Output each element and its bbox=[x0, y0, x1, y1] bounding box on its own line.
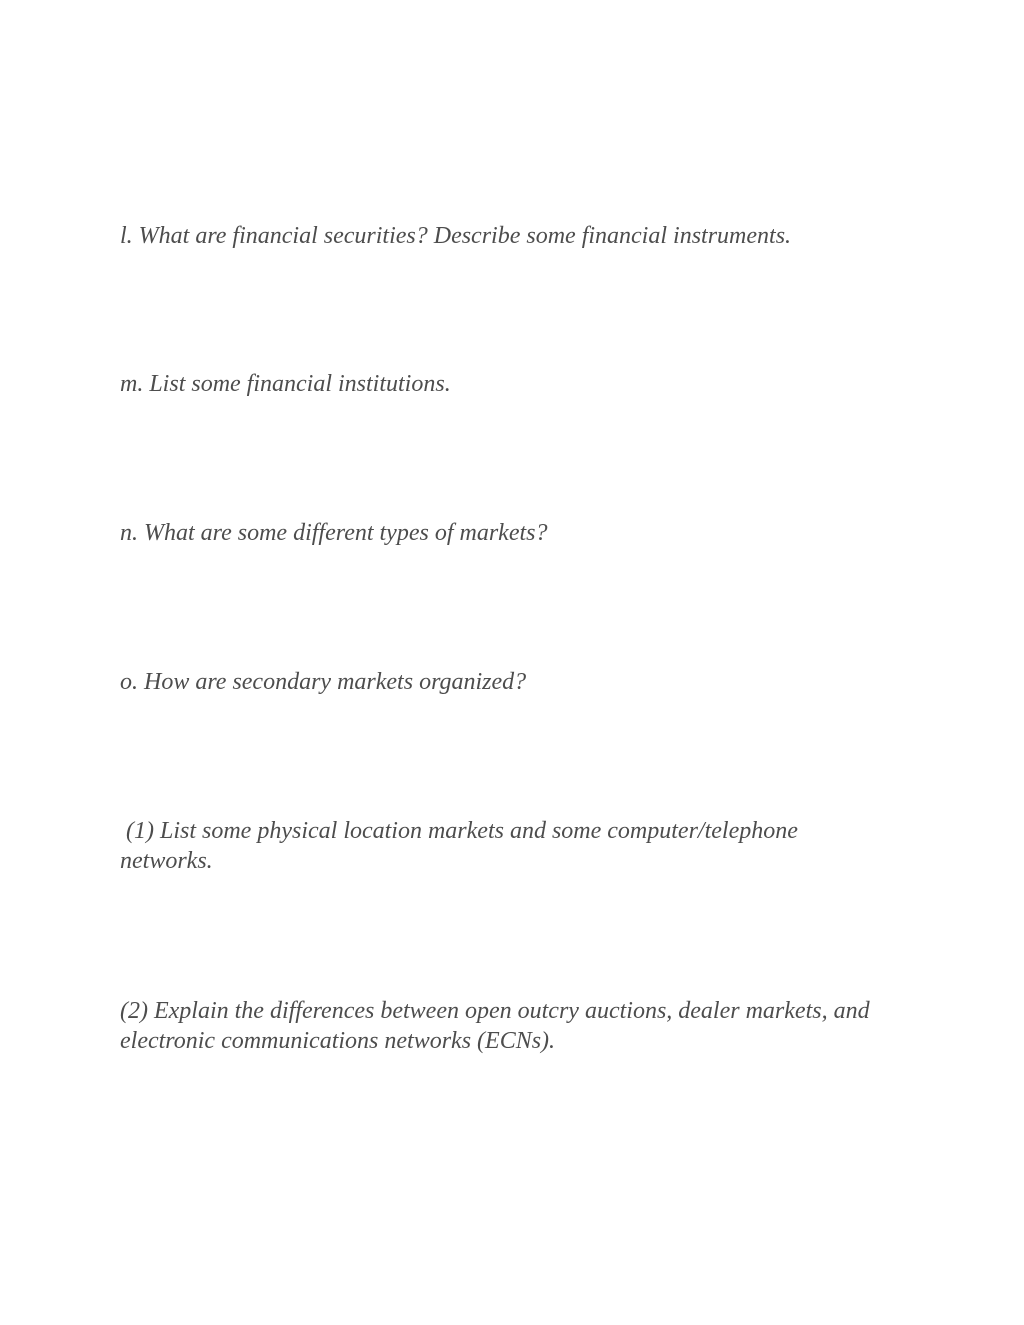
question-o: o. How are secondary markets organized? bbox=[120, 669, 527, 695]
question-l: l. What are financial securities? Describe some financial instruments. bbox=[120, 223, 792, 249]
question-o-2: (2) Explain the differences between open outcry auctions, dealer markets, and electronic communications networks (ECNs). bbox=[120, 998, 876, 1054]
question-n: n. What are some different types of markets? bbox=[120, 520, 548, 546]
question-o-1: (1) List some physical location markets and some computer/telephone networks. bbox=[120, 818, 804, 874]
question-m: m. List some financial institutions. bbox=[120, 371, 451, 397]
